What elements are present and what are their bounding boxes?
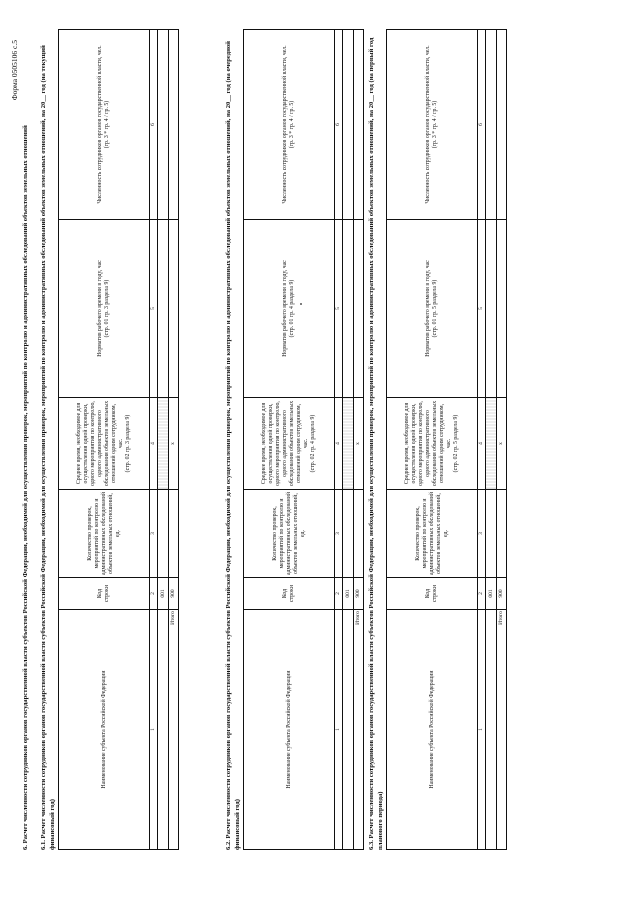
total-label: Итого <box>354 610 364 850</box>
column-number: 3 <box>478 490 486 578</box>
header-average-time: Среднее время, необходимое для осуществления одной проверки, одного мероприятия по контролю, одного административного обследования объектов земельных отношений одним сотрудником, час. (стр. 02 гр. 5 раздела 9) <box>387 398 478 490</box>
total-checks-cell[interactable] <box>169 490 179 578</box>
header-average-time: Среднее время, необходимое для осуществления одной проверки, одного мероприятия по контролю, одного административного обследования объектов земельных отношений одним сотрудником, час. (стр. 02 гр. 4 раздела 9) <box>244 398 335 490</box>
total-checks-cell[interactable] <box>354 490 364 578</box>
total-label: Итого <box>497 610 507 850</box>
subject-name-cell[interactable] <box>486 610 497 850</box>
total-staff-cell[interactable] <box>169 30 179 220</box>
row-code-cell: 001 <box>158 578 169 610</box>
total-code-cell: 900 <box>169 578 179 610</box>
subsection-title-6-3: 6.3. Расчет численности сотрудников органов государственной власти субъектов Российской Федерации, необходимой для осуществления проверок, мероприятий по контролю и административных обследований объектов земельных отношений, на 20__ год (на первый год планового периода) <box>368 37 384 850</box>
header-row-code: Код строки <box>59 578 150 610</box>
total-code-cell: 900 <box>354 578 364 610</box>
calc-table-6-2 <box>243 29 364 850</box>
header-work-time-norm: Норматив рабочего времени в году, час (стр. 01 гр. 5 раздела 9) <box>387 220 478 398</box>
checks-count-cell[interactable] <box>486 490 497 578</box>
header-subject-name: Наименование субъекта Российской Федерации <box>387 610 478 850</box>
column-number: 2 <box>335 578 343 610</box>
header-staff-count: Численность сотрудников органов государственной власти, чел. (гр. 3 * гр. 4 / гр. 5) <box>387 30 478 220</box>
column-number: 5 <box>478 220 486 398</box>
average-time-cell[interactable] <box>343 398 354 490</box>
staff-count-cell[interactable] <box>343 30 354 220</box>
column-number: 1 <box>335 610 343 850</box>
header-average-time: Среднее время, необходимое для осуществления одной проверки, одного мероприятия по контролю, одного административного обследования объектов земельных отношений одним сотрудником, час. (стр. 02 гр. 3 раздела 9) <box>59 398 150 490</box>
header-row-code: Код строки <box>387 578 478 610</box>
header-staff-count: Численность сотрудников органов государственной власти, чел. (гр. 3 * гр. 4 / гр. 5) <box>59 30 150 220</box>
total-x-mark: x <box>169 398 179 490</box>
total-x-mark: x <box>354 398 364 490</box>
calc-table-6-1 <box>58 29 179 850</box>
total-code-cell: 900 <box>497 578 507 610</box>
calc-table-6-3 <box>386 29 507 850</box>
column-number: 2 <box>150 578 158 610</box>
checks-count-cell[interactable] <box>158 490 169 578</box>
average-time-cell[interactable] <box>486 398 497 490</box>
staff-count-cell[interactable] <box>486 30 497 220</box>
column-number: 5 <box>150 220 158 398</box>
column-number: 6 <box>478 30 486 220</box>
subsection-title-6-2: 6.2. Расчет численности сотрудников органов государственной власти субъектов Российской Федерации, необходимой для осуществления проверок, мероприятий по контролю и административных обследований объектов земельных отношений, на 20__ год (на очередной финансовый год) <box>225 41 241 850</box>
header-checks-count: Количество проверок, мероприятий по контролю и административных обследований объектов земельных отношений, ед. <box>59 490 150 578</box>
header-checks-count: Количество проверок, мероприятий по контролю и административных обследований объектов земельных отношений, ед. <box>244 490 335 578</box>
column-number: 3 <box>335 490 343 578</box>
header-subject-name: Наименование субъекта Российской Федерации <box>244 610 335 850</box>
column-number: 4 <box>335 398 343 490</box>
header-work-time-norm: Норматив рабочего времени в году, час (стр. 01 гр. 3 раздела 9) <box>59 220 150 398</box>
total-staff-cell[interactable] <box>497 30 507 220</box>
average-time-cell[interactable] <box>158 398 169 490</box>
staff-count-cell[interactable] <box>158 30 169 220</box>
column-number: 6 <box>150 30 158 220</box>
header-row-code: Код строки <box>244 578 335 610</box>
work-time-norm-cell[interactable] <box>486 220 497 398</box>
total-norm-cell[interactable] <box>169 220 179 398</box>
column-number: 1 <box>150 610 158 850</box>
total-checks-cell[interactable] <box>497 490 507 578</box>
header-work-time-norm: Норматив рабочего времени в году, час (стр. 01 гр. 4 раздела 9) <box>244 220 335 398</box>
total-label: Итого <box>169 610 179 850</box>
total-staff-cell[interactable] <box>354 30 364 220</box>
total-norm-cell[interactable] <box>354 220 364 398</box>
column-number: 3 <box>150 490 158 578</box>
subject-name-cell[interactable] <box>158 610 169 850</box>
row-code-cell: 001 <box>486 578 497 610</box>
work-time-norm-cell[interactable] <box>158 220 169 398</box>
column-number: 4 <box>150 398 158 490</box>
header-checks-count: Количество проверок, мероприятий по контролю и административных обследований объектов земельных отношений, ед. <box>387 490 478 578</box>
subject-name-cell[interactable] <box>343 610 354 850</box>
column-number: 6 <box>335 30 343 220</box>
scan-speck <box>300 303 302 305</box>
header-staff-count: Численность сотрудников органов государственной власти, чел. (гр. 3 * гр. 4 / гр. 5) <box>244 30 335 220</box>
section-title: 6. Расчет численности сотрудников органов государственной власти субъектов Российской Федерации, необходимой для осуществления проверок, мероприятий по контролю и административных обследований объектов земельных отношений <box>22 125 29 850</box>
work-time-norm-cell[interactable] <box>343 220 354 398</box>
row-code-cell: 001 <box>343 578 354 610</box>
total-norm-cell[interactable] <box>497 220 507 398</box>
checks-count-cell[interactable] <box>343 490 354 578</box>
header-subject-name: Наименование субъекта Российской Федерации <box>59 610 150 850</box>
column-number: 5 <box>335 220 343 398</box>
column-number: 1 <box>478 610 486 850</box>
form-number: Форма 0505106 с.5 <box>10 40 19 101</box>
total-x-mark: x <box>497 398 507 490</box>
column-number: 2 <box>478 578 486 610</box>
column-number: 4 <box>478 398 486 490</box>
subsection-title-6-1: 6.1. Расчет численности сотрудников органов государственной власти субъектов Российской Федерации, необходимой для осуществления проверок, мероприятий по контролю и административных обследований объектов земельных отношений, на 20__ год (на текущий финансовый год) <box>40 45 56 850</box>
